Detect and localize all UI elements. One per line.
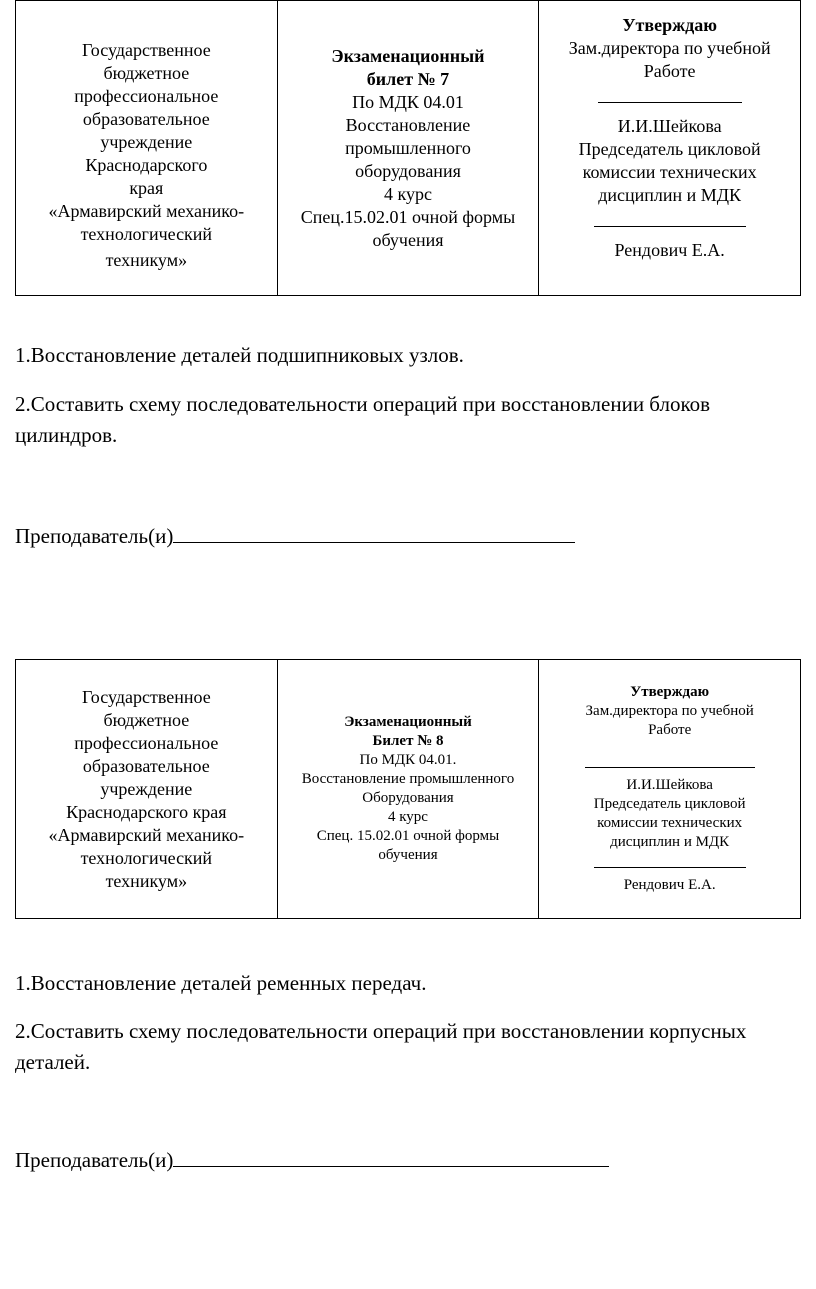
approve-label: Утверждаю (622, 15, 717, 35)
approval-cell (539, 660, 801, 919)
signer-name: Рендович Е.А. (614, 240, 725, 260)
deputy-line: Работе (643, 61, 696, 81)
ticket-info-cell (277, 1, 539, 296)
approve-label: Утверждаю (630, 684, 710, 700)
signer-name: Рендович Е.А. (623, 877, 716, 893)
chair-line: Председатель цикловой (593, 796, 746, 812)
approval-cell (539, 1, 801, 296)
task-1: 1.Восстановление деталей подшипниковых узлов. (15, 343, 464, 367)
ticket-number: Билет № 8 (372, 733, 444, 749)
chair-line: Председатель цикловой (578, 139, 761, 159)
institution-cell (16, 1, 278, 296)
ticket-7-header-table (15, 0, 801, 296)
ticket-number: билет № 7 (366, 68, 450, 89)
subject-line: Оборудования (362, 790, 454, 806)
subject-line: промышленного (345, 137, 471, 158)
spec-line: обучения (372, 229, 444, 250)
teacher-label: Преподаватель(и) (15, 1148, 174, 1172)
module-label: По МДК 04.01. (359, 752, 457, 768)
signer-name: И.И.Шейкова (617, 116, 722, 136)
teacher-label: Преподаватель(и) (15, 524, 174, 548)
teacher-signature-row (15, 522, 575, 550)
ticket-title: Экзаменационный (331, 45, 485, 66)
teacher-signature-line (173, 1148, 609, 1167)
course-label: 4 курс (383, 183, 432, 204)
task-1: 1.Восстановление деталей ременных передач. (15, 971, 427, 995)
module-label: По МДК 04.01 (352, 91, 464, 112)
institution-line: техникум» (105, 249, 188, 270)
ticket-8-header-table (15, 659, 801, 919)
chair-line: комиссии технических (582, 162, 757, 182)
spec-line: Спец.15.02.01 очной формы (300, 206, 516, 227)
signature-line (598, 101, 742, 103)
institution-line: учреждение (100, 778, 193, 799)
institution-line: края (129, 177, 164, 198)
ticket-info-cell (277, 660, 539, 919)
course-label: 4 курс (387, 809, 428, 825)
institution-line: бюджетное (103, 709, 190, 730)
task-2: 2.Составить схему последовательности операций при восстановлении блоков цилиндров. (15, 392, 710, 447)
task-2: 2.Составить схему последовательности операций при восстановлении корпусных деталей. (15, 1019, 747, 1074)
institution-line: «Армавирский механико- (48, 200, 245, 221)
subject-line: оборудования (355, 160, 461, 181)
deputy-line: Зам.директора по учебной (585, 703, 754, 719)
institution-line: учреждение (100, 131, 193, 152)
teacher-signature-row (15, 1146, 609, 1174)
institution-line: Краснодарского края (66, 801, 227, 822)
subject-line: Восстановление (345, 114, 471, 135)
ticket-title: Экзаменационный (344, 714, 472, 730)
subject-line: Восстановление промышленного (301, 771, 515, 787)
spec-line: Спец. 15.02.01 очной формы (316, 828, 500, 844)
signer-name: И.И.Шейкова (626, 777, 713, 793)
institution-line: профессиональное (74, 85, 219, 106)
institution-line: профессиональное (74, 732, 219, 753)
chair-line: комиссии технических (597, 815, 743, 831)
institution-line: технологический (80, 223, 213, 244)
deputy-line: Зам.директора по учебной (568, 38, 771, 58)
chair-line: дисциплин и МДК (598, 185, 742, 205)
signature-line (594, 225, 746, 227)
institution-cell (16, 660, 278, 919)
chair-line: дисциплин и МДК (610, 834, 730, 850)
institution-line: «Армавирский механико- (48, 824, 245, 845)
institution-line: образовательное (82, 108, 210, 129)
teacher-signature-line (173, 524, 575, 543)
institution-line: бюджетное (103, 62, 190, 83)
signature-line (585, 766, 755, 768)
institution-line: Государственное (81, 686, 211, 707)
deputy-line: Работе (648, 722, 692, 738)
spec-line: обучения (378, 847, 438, 863)
institution-line: Краснодарского (85, 154, 208, 175)
signature-line (594, 866, 746, 868)
institution-line: техникум» (105, 870, 188, 891)
institution-line: технологический (80, 847, 213, 868)
institution-line: образовательное (82, 755, 210, 776)
institution-line: Государственное (81, 39, 211, 60)
